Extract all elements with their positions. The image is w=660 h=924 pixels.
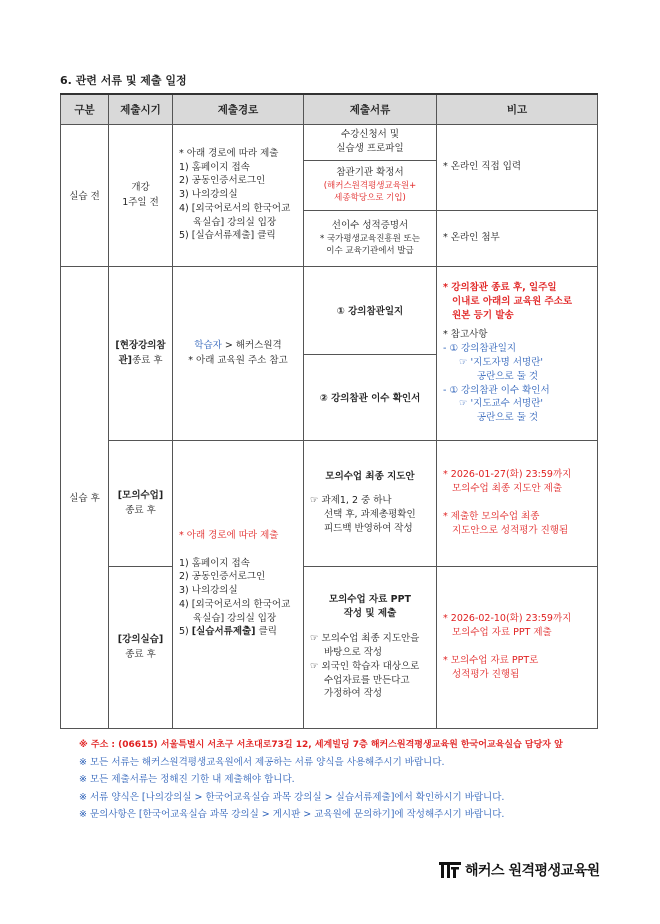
doc-observation-log: ① 강의참관일지: [304, 266, 437, 354]
category-before: 실습 전: [61, 124, 109, 266]
note-address: ※ 주소 : (06615) 서울특별시 서초구 서초대로73길 12, 세계빌딩 7층 해커스원격평생교육원 한국어교육실습 담당자 앞: [79, 740, 563, 750]
table-row: [61, 440, 598, 566]
hackers-logo: [439, 860, 600, 880]
timing-before: 개강 1주일 전: [109, 124, 173, 266]
doc-transcript: 선이수 성적증명서 * 국가평생교육진흥원 또는 이수 교육기관에서 발급: [304, 210, 437, 266]
timing-mock-class: [모의수업] 종료 후: [109, 440, 173, 566]
path-item: 2) 공동인증서로그인: [179, 571, 266, 583]
note-item: ※ 문의사항은 [한국어교육실습 과목 강의실 > 게시판 > 교육원에 문의하기]에 작성해주시기 바랍니다.: [79, 809, 505, 821]
hackers-logo-icon: [439, 862, 461, 878]
header-timing: 제출시기: [109, 94, 173, 124]
note-item: ※ 모든 제출서류는 정해진 기한 내 제출해야 합니다.: [79, 774, 295, 786]
path-item: 3) 나의강의실: [179, 189, 238, 201]
header-remarks: 비고: [437, 94, 598, 124]
path-item: 2) 공동인증서로그인: [179, 175, 266, 187]
doc-observation-confirmation: 참관기관 확정서 (해커스원격평생교육원+ 세종학당으로 기입): [304, 160, 437, 210]
doc-observation-certificate: ② 강의참관 이수 확인서: [304, 354, 437, 440]
table-row: [61, 566, 598, 728]
path-item: 3) 나의강의실: [179, 585, 238, 597]
remark-online-input: * 온라인 직접 입력: [437, 124, 598, 210]
timing-observation: [현장강의참관]종료 후: [109, 266, 173, 440]
remark-mock-class: * 2026-01-27(화) 23:59까지 모의수업 최종 지도안 제출 * 제출한 모의수업 최종 지도안으로 성적평가 진행됨: [437, 440, 598, 566]
doc-mock-lesson-plan: 모의수업 최종 지도안 ☞ 과제1, 2 중 하나 선택 후, 과제총평확인 피드백 반영하여 작성: [304, 440, 437, 566]
timing-lecture-practice: [강의실습] 종료 후: [109, 566, 173, 728]
table-row: [61, 124, 598, 160]
path-item: 1) 홈페이지 접속: [179, 557, 250, 569]
path-before: * 아래 경로에 따라 제출 1) 홈페이지 접속 2) 공동인증서로그인 3) 나의강의실 4) [외국어로서의 한국어교육실습] 강의실 입장 5) [실습서류제출] 클릭: [173, 124, 304, 266]
note-item: ※ 서류 양식은 [나의강의실 > 한국어교육실습 과목 강의실 > 실습서류제출]에서 확인하시기 바랍니다.: [79, 791, 505, 803]
section-title: 6. 관련 서류 및 제출 일정: [60, 74, 187, 87]
path-after-shared: * 아래 경로에 따라 제출 1) 홈페이지 접속 2) 공동인증서로그인 3) 나의강의실 4) [외국어로서의 한국어교육실습] 강의실 입장 5) [실습서류제출] 클릭: [173, 440, 304, 728]
path-observation: 학습자 > 해커스원격 * 아래 교육원 주소 참고: [173, 266, 304, 440]
path-item: 1) 홈페이지 접속: [179, 161, 250, 173]
logo-text: 해커스 원격평생교육원: [465, 863, 600, 879]
path-item: 4) [외국어로서의 한국어교육실습] 강의실 입장: [179, 598, 291, 624]
notes-list: [79, 737, 563, 824]
table-row: [61, 266, 598, 354]
doc-application: 수강신청서 및 실습생 프로파일: [304, 124, 437, 160]
remark-online-attach: * 온라인 첨부: [437, 210, 598, 266]
doc-mock-ppt: 모의수업 자료 PPT 작성 및 제출 ☞ 모의수업 최종 지도안을 바탕으로 작성 ☞ 외국인 학습자 대상으로 수업자료를 만든다고 가정하여 작성: [304, 566, 437, 728]
category-after: 실습 후: [61, 266, 109, 728]
remark-observation: * 강의참관 종료 후, 일주일 이내로 아래의 교육원 주소로 원본 등기 발송 * 참고사항 - ① 강의참관일지 ☞ '지도자명 서명란' 공란으로 둘 것 - ① 강의참관 이수 확인서 ☞ '지도교수 서명란' 공란으로 둘 것: [437, 266, 598, 440]
path-item: 4) [외국어로서의 한국어교육실습] 강의실 입장: [179, 202, 291, 228]
path-item: 5) [실습서류제출] 클릭: [179, 230, 276, 242]
header-documents: 제출서류: [304, 94, 437, 124]
path-item: 5) [실습서류제출] 클릭: [179, 626, 277, 638]
header-path: 제출경로: [173, 94, 304, 124]
remark-lecture-practice: * 2026-02-10(화) 23:59까지 모의수업 자료 PPT 제출 * 모의수업 자료 PPT로 성적평가 진행됨: [437, 566, 598, 728]
header-category: 구분: [61, 94, 109, 124]
table-header-row: [61, 94, 598, 124]
note-item: ※ 모든 서류는 해커스원격평생교육원에서 제공하는 서류 양식을 사용해주시기 바랍니다.: [79, 756, 445, 768]
submission-schedule-table: [60, 93, 598, 729]
